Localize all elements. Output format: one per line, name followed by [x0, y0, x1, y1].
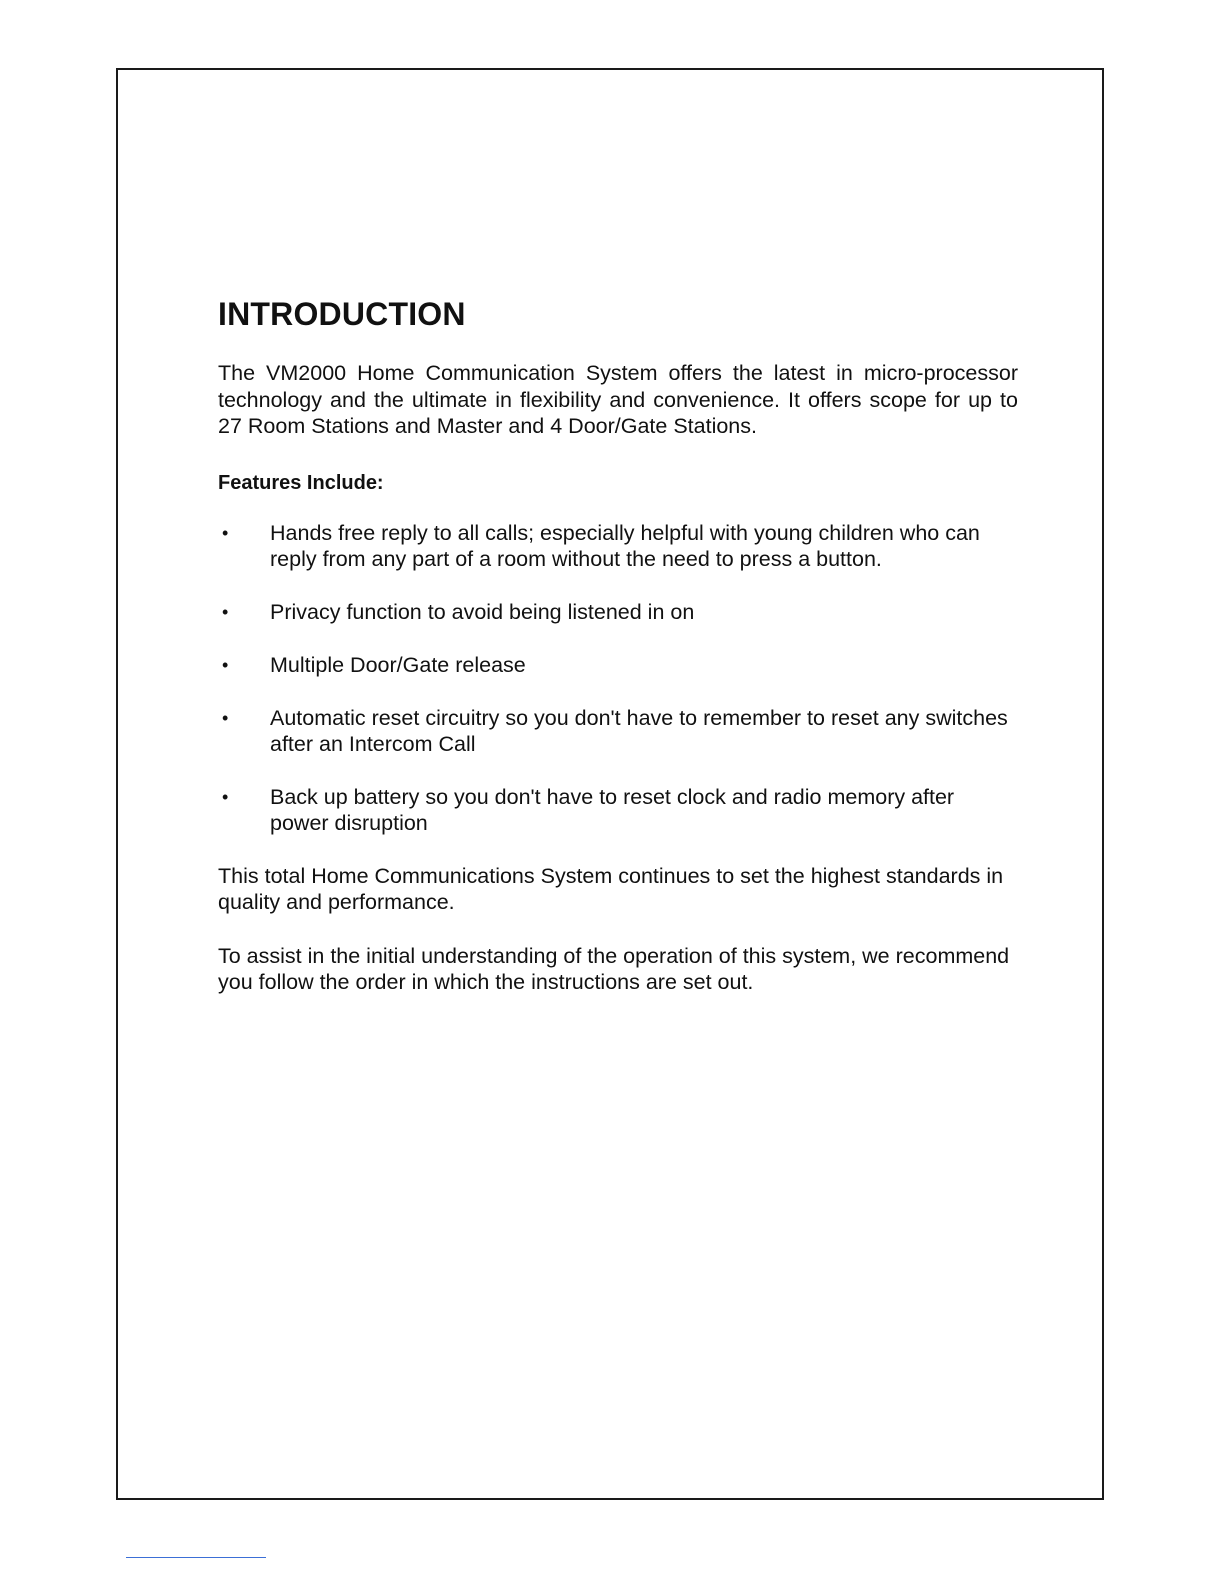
intro-paragraph: The VM2000 Home Communication System offers the latest in micro-processor technology and the ultimate in flexibility and convenience. It offers scope for up to 27 Room Stations and Master and 4 Door/Gate Stations. — [218, 361, 1018, 438]
feature-list — [218, 520, 1018, 836]
footnote-rule — [126, 1557, 266, 1558]
feature-text: Automatic reset circuitry so you don't have to remember to reset any switches after an Intercom Call — [270, 705, 1008, 756]
bullet-icon: • — [222, 601, 229, 622]
list-item — [218, 784, 1018, 836]
list-item — [218, 652, 1018, 678]
bullet-icon: • — [222, 522, 229, 543]
feature-text: Hands free reply to all calls; especially helpful with young children who can reply from any part of a room without the need to press a button. — [270, 520, 980, 571]
list-item — [218, 705, 1018, 757]
list-item — [218, 520, 1018, 572]
closing-paragraph: This total Home Communications System continues to set the highest standards in quality and performance. — [218, 863, 1004, 914]
feature-text: Multiple Door/Gate release — [270, 652, 526, 677]
page-title: INTRODUCTION — [218, 296, 466, 332]
list-item — [218, 599, 1018, 625]
feature-text: Back up battery so you don't have to reset clock and radio memory after power disruption — [270, 784, 955, 835]
bullet-icon: • — [222, 654, 229, 675]
feature-text: Privacy function to avoid being listened in on — [270, 599, 695, 624]
recommendation-paragraph: To assist in the initial understanding of the operation of this system, we recommend you follow the order in which the instructions are set out. — [218, 943, 1010, 994]
features-heading: Features Include: — [218, 471, 384, 494]
bullet-icon: • — [222, 786, 229, 807]
bullet-icon: • — [222, 707, 229, 728]
document-body — [218, 292, 1018, 1023]
